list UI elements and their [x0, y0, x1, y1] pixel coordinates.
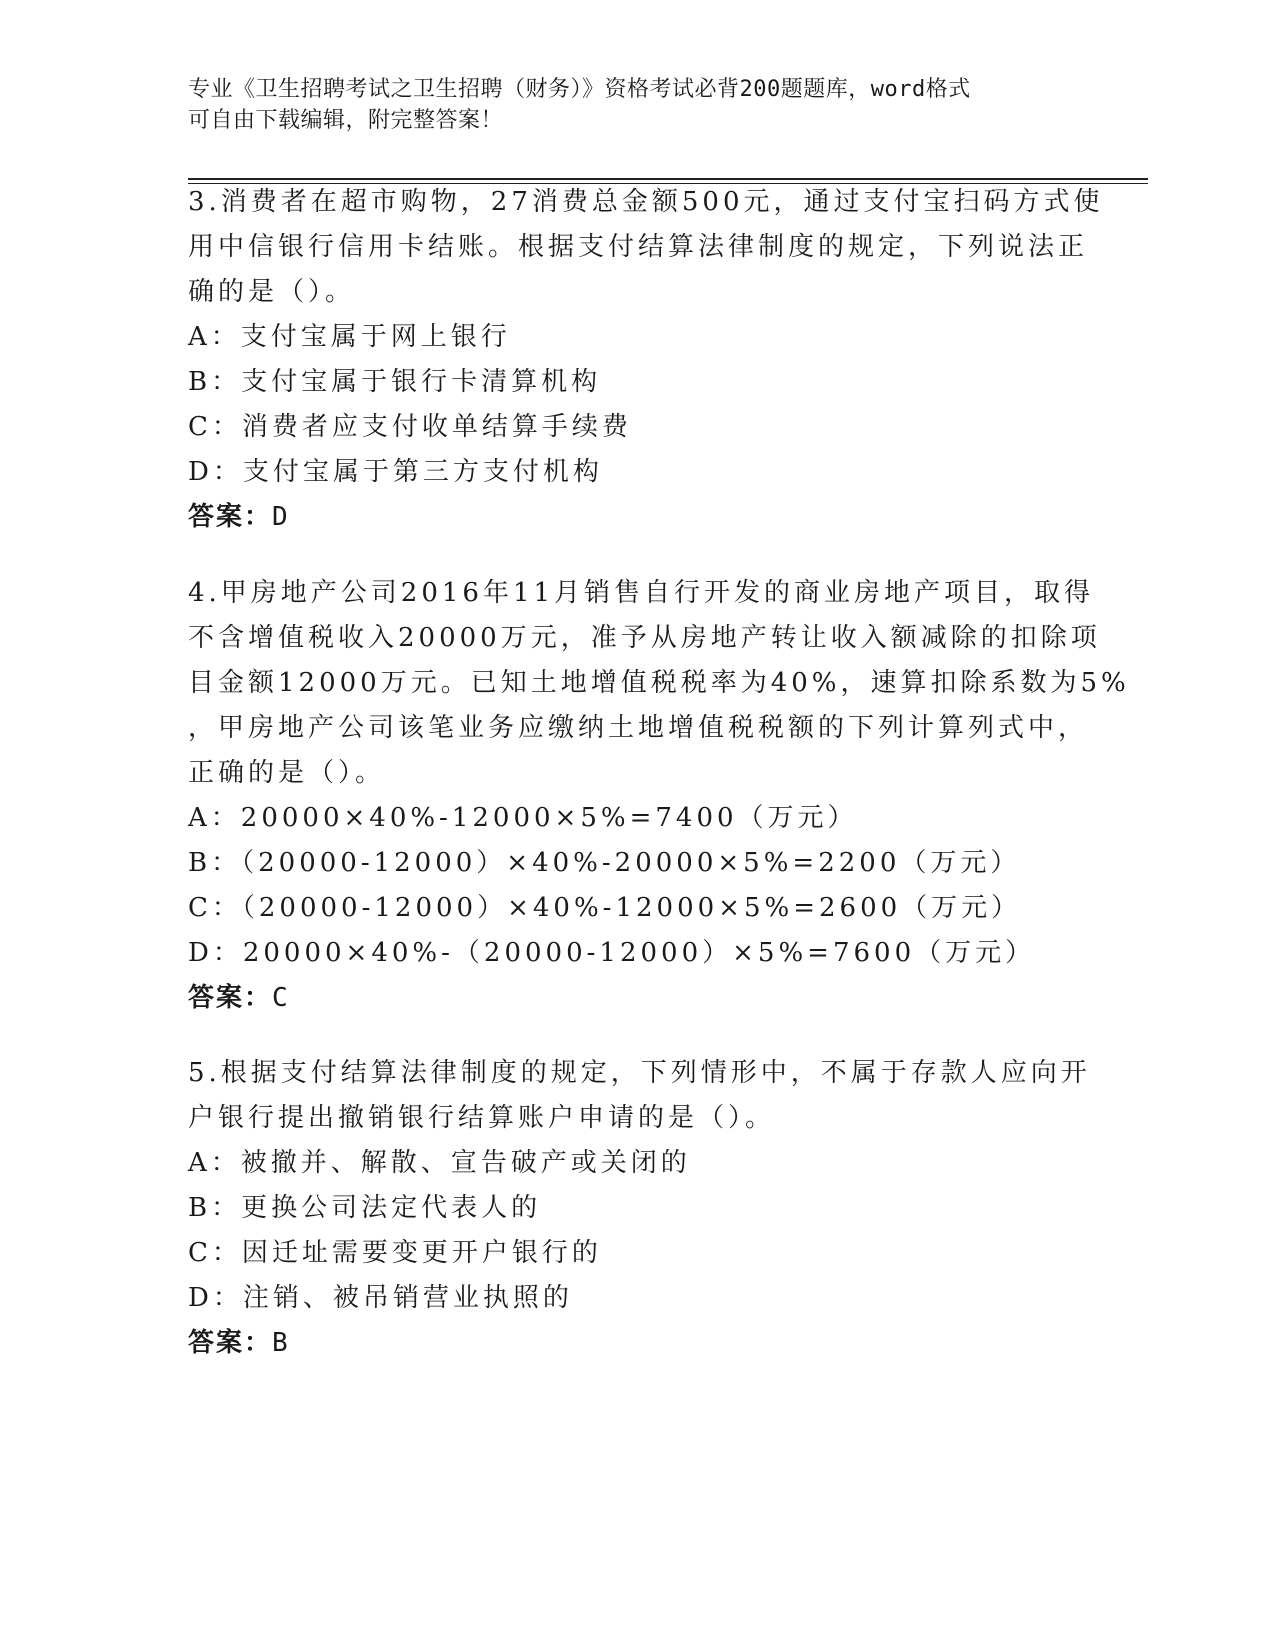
- answer-line: [188, 495, 1068, 540]
- option-a: A：20000×40%-12000×5%=7400（万元）: [188, 803, 858, 833]
- option-d: D：注销、被吊销营业执照的: [188, 1283, 573, 1313]
- question-text: ，甲房地产公司该笔业务应缴纳土地增值税税额的下列计算列式中，: [188, 713, 1089, 743]
- question-text: 4.甲房地产公司2016年11月销售自行开发的商业房地产项目，取得: [188, 578, 1095, 608]
- option-d: D：支付宝属于第三方支付机构: [188, 457, 603, 487]
- question-text: 用中信银行信用卡结账。根据支付结算法律制度的规定，下列说法正: [188, 232, 1089, 262]
- option-d: D：20000×40%-（20000-12000）×5%=7600（万元）: [188, 938, 1036, 968]
- question-block: [188, 1051, 1091, 1366]
- question-block: [188, 180, 1104, 540]
- option-b: B：（20000-12000）×40%-20000×5%=2200（万元）: [188, 848, 1021, 878]
- answer-value: D: [272, 502, 290, 532]
- option-b: B：更换公司法定代表人的: [188, 1193, 542, 1223]
- option-a: A：被撤并、解散、宣告破产或关闭的: [188, 1148, 691, 1178]
- question-text: 正确的是（）。: [188, 758, 386, 788]
- question-block: [188, 571, 1130, 1021]
- question-text: 5.根据支付结算法律制度的规定，下列情形中，不属于存款人应向开: [188, 1058, 1091, 1088]
- option-a: A：支付宝属于网上银行: [188, 322, 511, 352]
- answer-line: [188, 1321, 1068, 1366]
- header-line: 专业《卫生招聘考试之卫生招聘（财务）》资格考试必背200题题库，word格式: [188, 77, 971, 102]
- answer-line: [188, 976, 1068, 1021]
- answer-label: 答案：: [188, 983, 273, 1013]
- option-c: C：消费者应支付收单结算手续费: [188, 412, 632, 442]
- header-line: 可自由下载编辑，附完整答案！: [188, 108, 504, 133]
- document-header: [188, 74, 1068, 136]
- answer-label: 答案：: [188, 1328, 273, 1358]
- option-b: B：支付宝属于银行卡清算机构: [188, 367, 602, 397]
- answer-label: 答案：: [188, 502, 273, 532]
- option-c: C：因迁址需要变更开户银行的: [188, 1238, 602, 1268]
- answer-value: C: [272, 983, 290, 1013]
- question-text: 不含增值税收入20000万元，准予从房地产转让收入额减除的扣除项: [188, 623, 1101, 653]
- answer-value: B: [272, 1328, 290, 1358]
- question-text: 户银行提出撤销银行结算账户申请的是（）。: [188, 1103, 776, 1133]
- question-text: 确的是（）。: [188, 277, 356, 307]
- question-text: 目金额12000万元。已知土地增值税税率为40%，速算扣除系数为5%: [188, 668, 1130, 698]
- option-c: C：（20000-12000）×40%-12000×5%=2600（万元）: [188, 893, 1022, 923]
- question-text: 3.消费者在超市购物，27消费总金额500元，通过支付宝扫码方式使: [188, 187, 1104, 217]
